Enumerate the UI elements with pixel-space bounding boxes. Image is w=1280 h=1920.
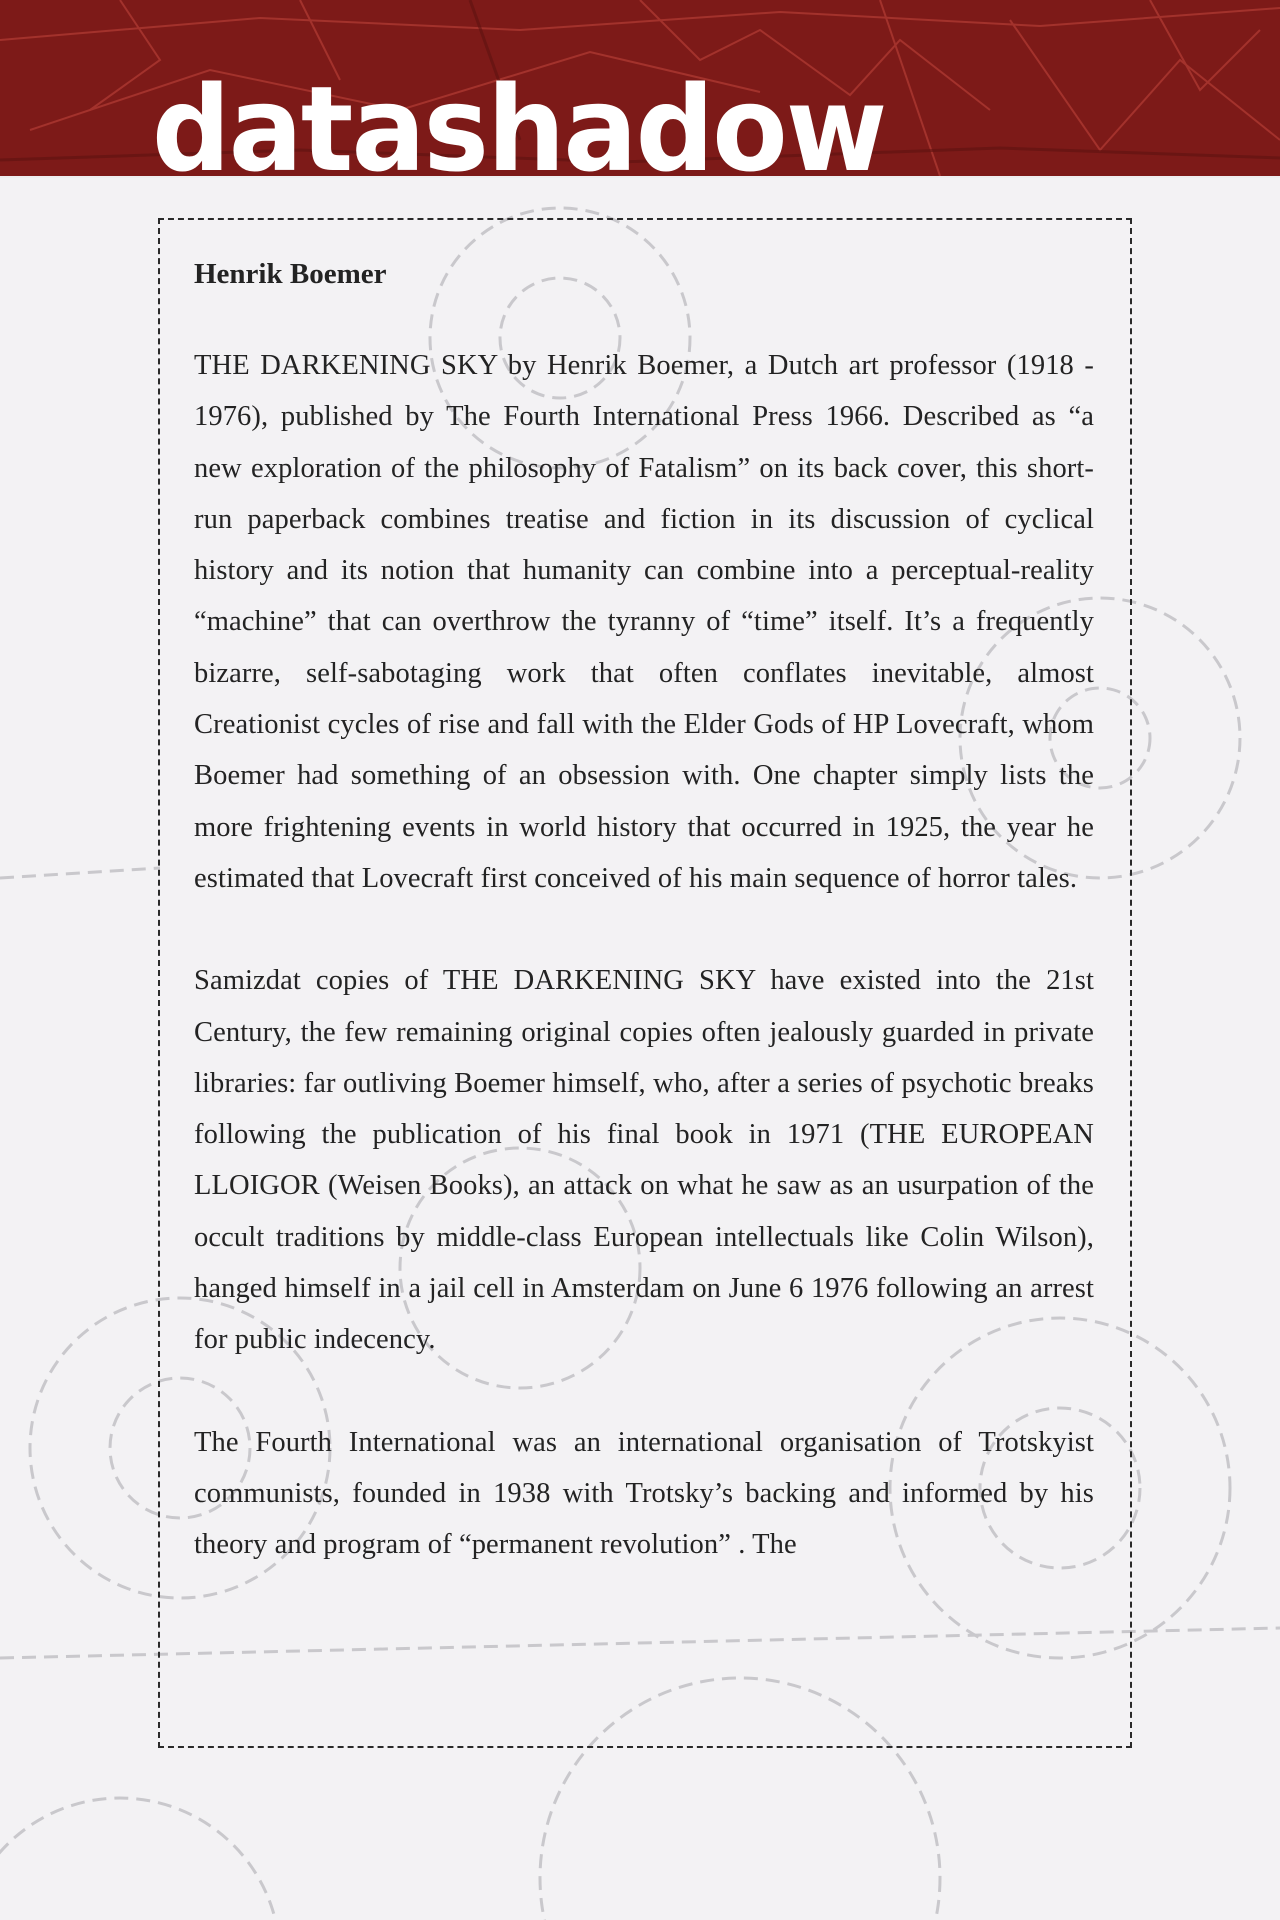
masthead-banner xyxy=(0,0,1280,176)
paragraph-darkening-sky: THE DARKENING SKY by Henrik Boemer, a Dutch art professor (1918 - 1976), published by The Fourth International Press 1966. Described as “a new exploration of the philosophy of Fatalism” on its back cover, this short-run paperback combines treatise and fiction in its discussion of cyclical history and its notion that humanity can combine into a perceptual-reality “machine” that can overthrow the tyranny of “time” itself. It’s a frequently bizarre, self-sabotaging work that often conflates inevitable, almost Creationist cycles of rise and fall with the Elder Gods of HP Lovecraft, whom Boemer had something of an obsession with. One chapter simply lists the more frightening events in world history that occurred in 1925, the year he estimated that Lovecraft first conceived of his main sequence of horror tales. xyxy=(194,350,1094,894)
paragraph-fourth-international: The Fourth International was an international organisation of Trotskyist communists, founded in 1938 with Trotsky’s backing and informed by his theory and program of “permanent revolution” . The xyxy=(194,1426,1094,1561)
masthead-title: datashadow xyxy=(152,60,886,176)
article-body xyxy=(194,252,1094,1571)
author-heading: Henrik Boemer xyxy=(194,258,387,290)
paragraph-samizdat: Samizdat copies of THE DARKENING SKY have existed into the 21st Century, the few remaining original copies often jealously guarded in private libraries: far outliving Boemer himself, who, after a series of psychotic breaks following the publication of his final book in 1971 (THE EUROPEAN LLOIGOR (Weisen Books), an attack on what he saw as an usurpation of the occult traditions by middle-class European intellectuals like Colin Wilson), hanged himself in a jail cell in Amsterdam on June 6 1976 following an arrest for public indecency. xyxy=(194,965,1094,1356)
